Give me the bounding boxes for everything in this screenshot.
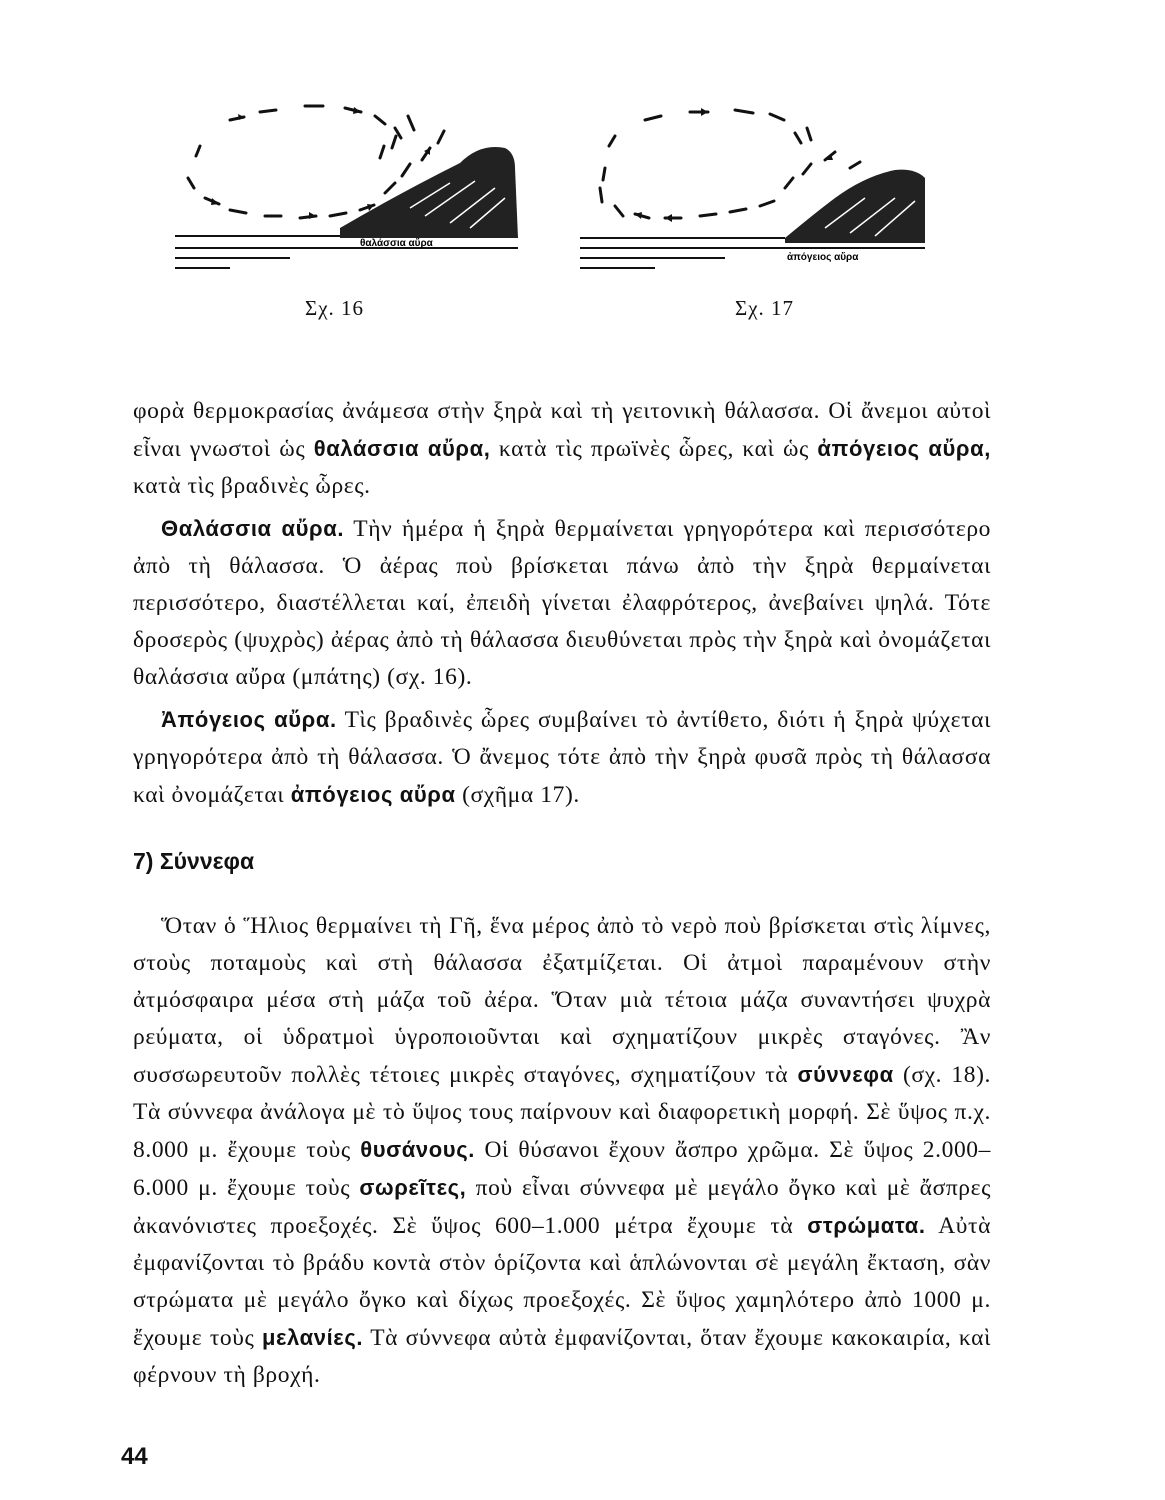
bold-term: θυσάνους. [360,1137,475,1162]
text-run: (σχ. 18). Τὰ σύννεφα ἀνάλογα μὲ τὸ ὕψος τους παίρνουν καὶ διαφορετικὴ μορφή. Σὲ ὕψος π.χ. 8.000 μ. ἔχουμε τοὺς [133,1062,991,1163]
sea-lines [175,236,518,268]
text-run: Τὶς βραδινὲς ὧρες συμβαίνει τὸ ἀντίθετο, διότι ἡ ξηρὰ ψύχεται γρηγορότερα ἀπὸ τὴ θάλασσα. Ὁ ἄνεμος τότε ἀπὸ τὴν ξηρὰ φυσᾶ πρὸς τὴ θάλασσα καὶ ὀνομάζεται [133,707,991,808]
paragraph-clouds [133,908,991,1394]
text-run: Ὅταν ὁ Ἥλιος θερμαίνει τὴ Γῆ, ἕνα μέρος ἀπὸ τὸ νερὸ ποὺ βρίσκεται στὶς λίμνες, στοὺς ποταμοὺς καὶ στὴ θάλασσα ἐξατμίζεται. Οἱ ἀτμοὶ παραμένουν στὴν ἀτμόσφαιρα μέσα στὴ μάζα τοῦ ἀέρα. Ὅταν μιὰ τέτοια μάζα συναντήσει ψυχρὰ ρεύματα, οἱ ὑδρατμοὶ ὑγροποιοῦνται καὶ σχηματίζουν μικρὲς σταγόνες. Ἂν συσσωρευτοῦν πολλὲς τέτοιες μικρὲς σταγόνες, σχηματίζουν τὰ [133,913,991,1088]
text-run: ποὺ εἶναι σύννεφα μὲ μεγάλο ὄγκο καὶ μὲ ἄσπρες ἀκανόνιστες προεξοχές. Σὲ ὕψος 600–1.000 μέτρα ἔχουμε τὰ [133,1175,992,1239]
text-run: Τὴν ἡμέρα ἡ ξηρὰ θερμαίνεται γρηγορότερα καὶ περισσότερο ἀπὸ τὴ θάλασσα. Ὁ ἀέρας ποὺ βρίσκεται πάνω ἀπὸ τὴν ξηρὰ θερμαίνεται περισσότερο, διαστέλλεται καί, ἐπειδὴ γίνεται ἐλαφρότερος, ἀνεβαίνει ψηλά. Τότε δροσερὸς (ψυχρὸς) ἀέρας ἀπὸ τὴ θάλασσα διευθύνεται πρὸς τὴν ξηρὰ καὶ ὀνομάζεται θαλάσσια αὔρα (μπάτης) (σχ. 16). [133,516,992,690]
bold-term: ἀπόγειος αὔρα, [817,436,991,461]
text-run: Οἱ θύσανοι ἔχουν ἄσπρο χρῶμα. Σὲ ὕψος 2.000–6.000 μ. ἔχουμε τοὺς [133,1137,992,1201]
paragraph-breeze-intro [133,393,991,505]
bold-term: ἀπόγειος αὔρα [290,782,456,807]
caption-fig17: Σχ. 17 [735,296,795,320]
bold-term: μελανίες. [261,1325,364,1350]
land-breeze-diagram [575,88,935,288]
text-run: κατὰ τὶς πρωϊνὲς ὧρες, καὶ ὡς [490,436,818,462]
text-run: φορὰ θερμοκρασίας ἀνάμεσα στὴν ξηρὰ καὶ τὴ γειτονικὴ θάλασσα. Οἱ ἄνεμοι αὐτοὶ εἶναι γνωστοὶ ὡς [133,398,991,462]
figure-label-land-breeze: ἀπόγειος αὔρα [787,252,859,263]
paragraph-sea-breeze [133,510,991,696]
page-number: 44 [121,1443,148,1470]
figure-land-breeze [575,88,935,288]
text-run: Αὐτὰ ἐμφανίζονται τὸ βράδυ κοντὰ στὸν ὁρίζοντα καὶ ἁπλώνονται σὲ μεγάλη ἔκταση, σὰν στρώματα μὲ μεγάλο ὄγκο καὶ δίχως προεξοχές. Σὲ ὕψος χαμηλότερο ἀπὸ 1000 μ. ἔχουμε τοὺς [133,1213,991,1351]
text-run: Τὰ σύννεφα αὐτὰ ἐμφανίζονται, ὅταν ἔχουμε κακοκαιρία, καὶ φέρνουν τὴ βροχή. [133,1325,991,1388]
bold-term: σύννεφα [797,1062,894,1087]
bold-term: θαλάσσια αὔρα, [313,436,491,461]
caption-fig16: Σχ. 16 [305,296,365,320]
section-heading: 7) Σύννεφα [133,848,255,874]
figure-sea-breeze [170,88,530,288]
bold-term: Ἀπόγειος αὔρα. [161,707,337,732]
text-run: κατὰ τὶς βραδινὲς ὧρες. [133,473,371,499]
sea-breeze-diagram [170,88,530,288]
arrow-heads [635,108,833,222]
bold-term: Θαλάσσια αὔρα. [161,516,345,541]
land-hill [340,147,518,238]
bold-term: στρώματα. [807,1213,926,1238]
figure-label-sea-breeze: θαλάσσια αὔρα [360,238,433,249]
bold-term: σωρεῖτες, [359,1175,467,1200]
wind-circulation-arrows [600,110,860,218]
paragraph-land-breeze [133,701,991,814]
text-run: (σχῆμα 17). [455,782,580,808]
